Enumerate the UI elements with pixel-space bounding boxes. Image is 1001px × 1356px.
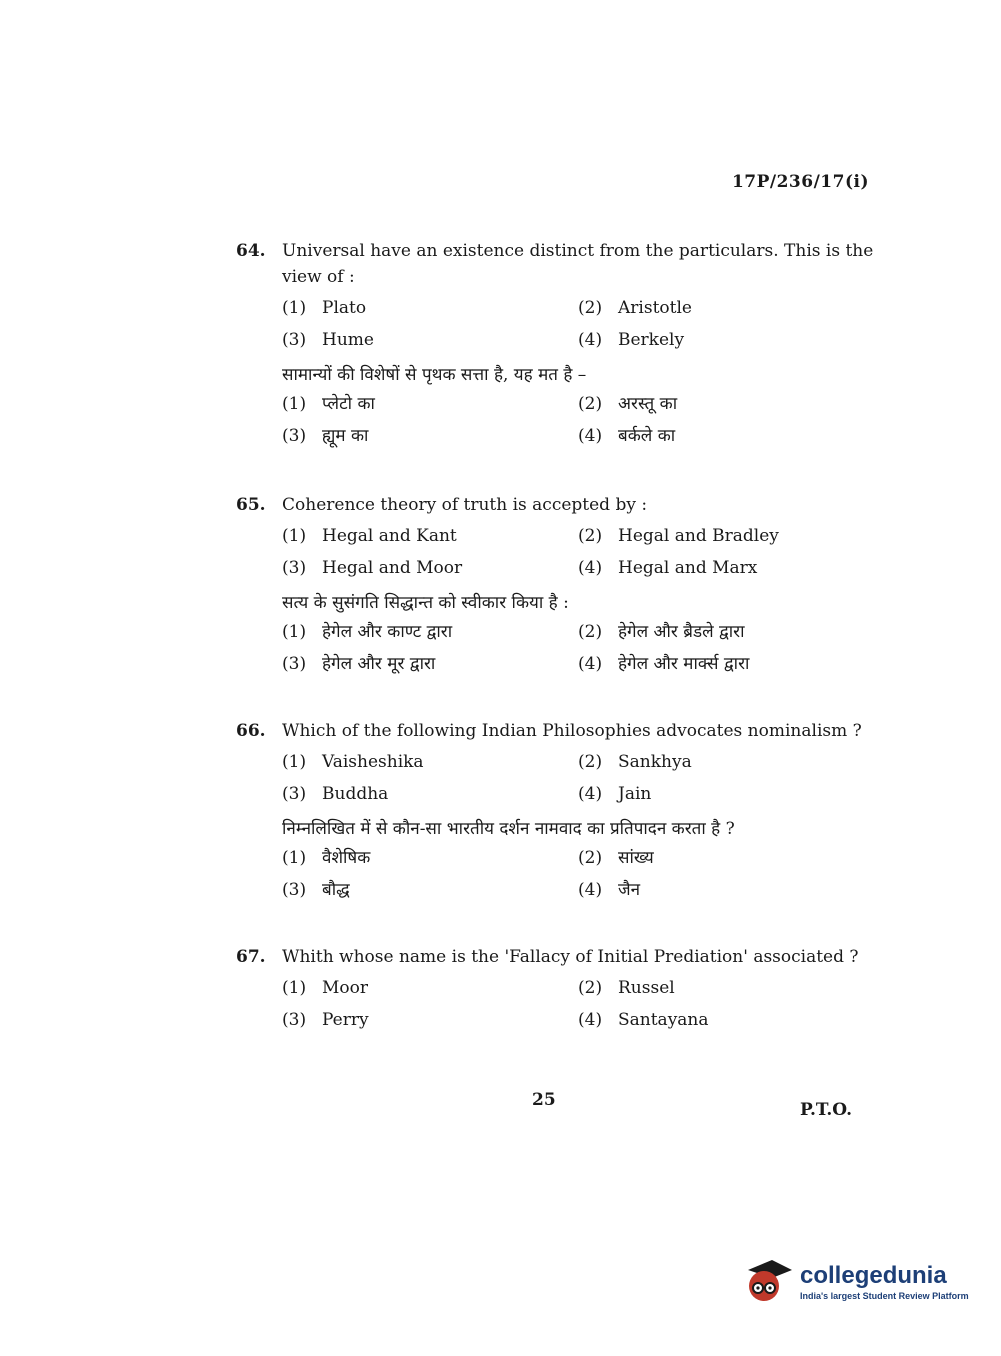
option-2: (2) Sankhya	[578, 752, 692, 772]
hindi-option-3: (3) हेगेल और मूर द्वारा	[282, 654, 436, 674]
hindi-option-2: (2) सांख्य	[578, 848, 654, 868]
question-text: Coherence theory of truth is accepted by :	[282, 495, 648, 515]
question-text: Which of the following Indian Philosophies advocates nominalism ?	[282, 721, 862, 741]
option-3: (3) Perry	[282, 1010, 369, 1030]
hindi-question-text: सामान्यों की विशेषों से पृथक सत्ता है, यह मत है –	[282, 365, 587, 385]
graduate-mascot-icon	[742, 1256, 794, 1308]
hindi-question-text: सत्य के सुसंगति सिद्धान्त को स्वीकार किया है :	[282, 593, 569, 613]
brand-watermark	[742, 1252, 972, 1312]
question-text: Whith whose name is the 'Fallacy of Initial Prediation' associated ?	[282, 947, 859, 967]
option-1: (1) Moor	[282, 978, 369, 998]
question-number: 64.	[236, 241, 266, 261]
option-1: (1) Plato	[282, 298, 367, 318]
question-64	[236, 238, 876, 448]
question-number: 67.	[236, 947, 266, 967]
question-text: Universal have an existence distinct from the particulars. This is the view of :	[282, 241, 874, 287]
option-4: (4) Hegal and Marx	[578, 558, 758, 578]
brand-tagline: India's largest Student Review Platform	[800, 1291, 969, 1301]
option-2: (2) Russel	[578, 978, 675, 998]
hindi-question-text: निम्नलिखित में से कौन-सा भारतीय दर्शन नामवाद का प्रतिपादन करता है ?	[282, 819, 735, 839]
question-number: 66.	[236, 721, 266, 741]
hindi-option-1: (1) प्लेटो का	[282, 394, 375, 414]
hindi-option-1: (1) वैशेषिक	[282, 848, 371, 868]
option-1: (1) Vaisheshika	[282, 752, 424, 772]
option-1: (1) Hegal and Kant	[282, 526, 457, 546]
page-number: 25	[532, 1090, 556, 1110]
hindi-option-4: (4) बर्कले का	[578, 426, 676, 446]
question-66	[236, 718, 876, 902]
question-65	[236, 492, 876, 676]
option-4: (4) Santayana	[578, 1010, 709, 1030]
hindi-option-3: (3) बौद्ध	[282, 880, 350, 900]
option-4: (4) Jain	[578, 784, 652, 804]
hindi-option-2: (2) हेगेल और ब्रैडले द्वारा	[578, 622, 745, 642]
option-3: (3) Buddha	[282, 784, 389, 804]
please-turn-over: P.T.O.	[800, 1100, 852, 1120]
hindi-option-3: (3) ह्यूम का	[282, 426, 369, 446]
brand-name: collegedunia	[800, 1262, 947, 1289]
hindi-option-4: (4) जैन	[578, 880, 641, 900]
question-number: 65.	[236, 495, 266, 515]
option-2: (2) Hegal and Bradley	[578, 526, 779, 546]
question-67	[236, 944, 876, 1032]
hindi-option-1: (1) हेगेल और काण्ट द्वारा	[282, 622, 453, 642]
option-3: (3) Hume	[282, 330, 374, 350]
hindi-option-2: (2) अरस्तू का	[578, 394, 678, 414]
paper-code: 17P/236/17(i)	[731, 172, 869, 192]
hindi-option-4: (4) हेगेल और मार्क्स द्वारा	[578, 654, 750, 674]
option-2: (2) Aristotle	[578, 298, 692, 318]
option-4: (4) Berkely	[578, 330, 685, 350]
option-3: (3) Hegal and Moor	[282, 558, 463, 578]
